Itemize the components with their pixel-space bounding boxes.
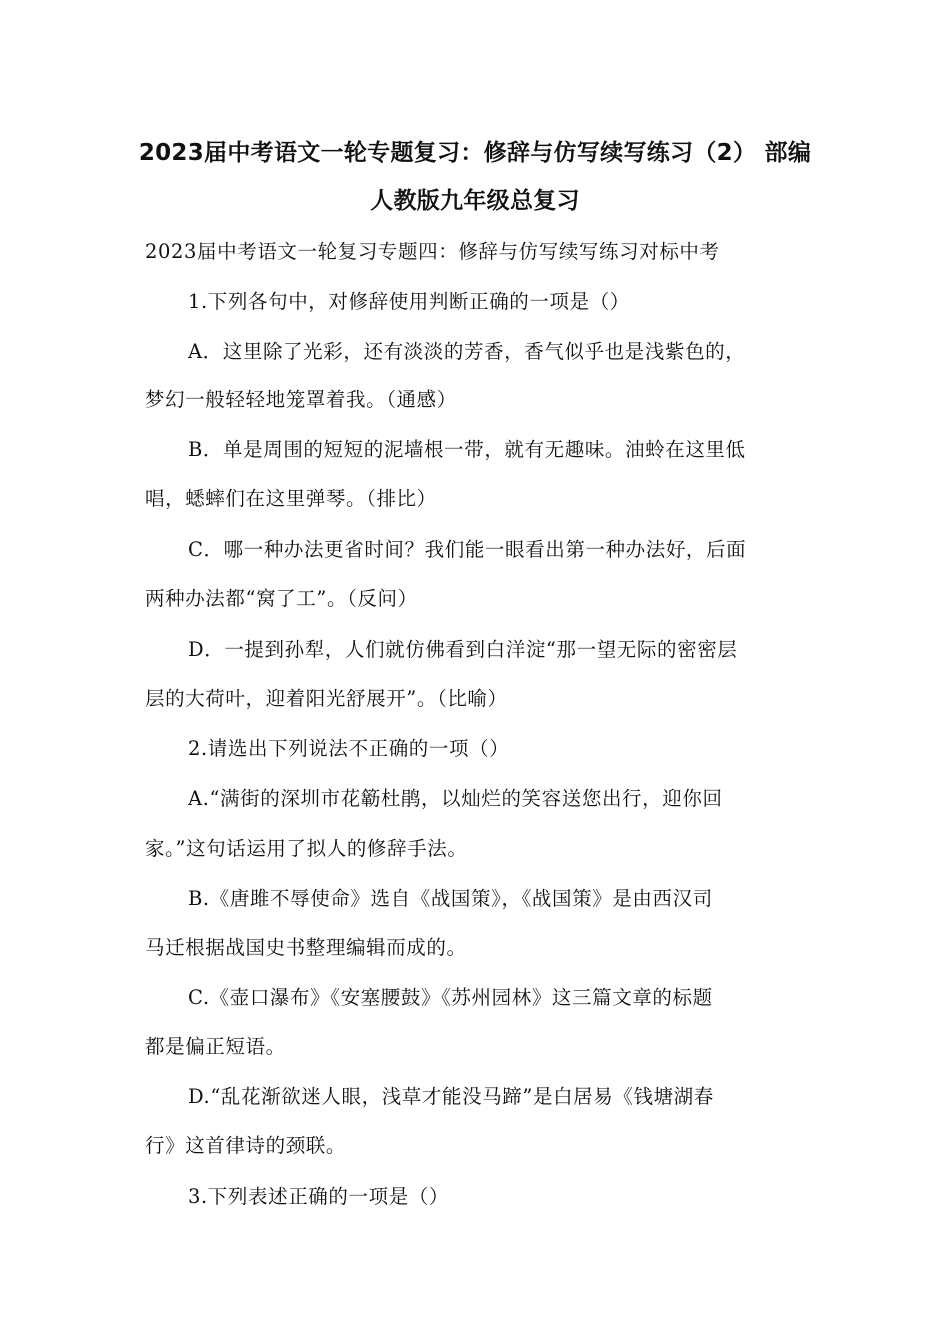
question-1-option-d-line-2: 层的大荷叶，迎着阳光舒展开”。（比喻） <box>145 687 508 710</box>
question-1-stem: 1.下列各句中，对修辞使用判断正确的一项是（） <box>188 290 630 313</box>
question-2-option-a-line-2: 家。”这句话运用了拟人的修辞手法。 <box>145 837 468 860</box>
question-1-option-b-line-1: B．单是周围的短短的泥墙根一带，就有无趣味。油蛉在这里低 <box>188 438 746 461</box>
question-2-option-d-line-2: 行》这首律诗的颈联。 <box>145 1134 347 1157</box>
question-2-option-c-line-2: 都是偏正短语。 <box>145 1035 286 1058</box>
question-1-option-c-line-1: C．哪一种办法更省时间？我们能一眼看出第一种办法好，后面 <box>188 538 747 561</box>
question-2-option-c-line-1: C.《壶口瀑布》《安塞腰鼓》《苏州园林》这三篇文章的标题 <box>188 986 713 1009</box>
question-3-stem: 3.下列表述正确的一项是（） <box>188 1185 450 1208</box>
question-2-option-b-line-2: 马迁根据战国史书整理编辑而成的。 <box>145 936 467 959</box>
question-1-option-c-line-2: 两种办法都“窝了工”。（反问） <box>145 587 418 610</box>
document-title-line-2: 人教版九年级总复习 <box>370 188 580 214</box>
question-1-option-a-line-1: A．这里除了光彩，还有淡淡的芳香，香气似乎也是浅紫色的， <box>188 340 746 363</box>
document-title-line-1: 2023届中考语文一轮专题复习：修辞与仿写续写练习（2） 部编 <box>138 140 812 166</box>
question-1-option-b-line-2: 唱，蟋蟀们在这里弹琴。（排比） <box>145 487 437 510</box>
document-subtitle: 2023届中考语文一轮复习专题四：修辞与仿写续写练习对标中考 <box>145 240 720 263</box>
question-1-option-a-line-2: 梦幻一般轻轻地笼罩着我。（通感） <box>145 388 457 411</box>
question-1-option-d-line-1: D．一提到孙犁，人们就仿佛看到白洋淀“那一望无际的密密层 <box>188 638 738 661</box>
question-2-option-d-line-1: D.“乱花渐欲迷人眼，浅草才能没马蹄”是白居易《钱塘湖春 <box>188 1085 714 1108</box>
question-2-option-b-line-1: B.《唐雎不辱使命》选自《战国策》，《战国策》是由西汉司 <box>188 887 713 910</box>
question-2-option-a-line-1: A.“满街的深圳市花簕杜鹃，以灿烂的笑容送您出行，迎你回 <box>188 787 723 810</box>
question-2-stem: 2.请选出下列说法不正确的一项（） <box>188 737 510 760</box>
